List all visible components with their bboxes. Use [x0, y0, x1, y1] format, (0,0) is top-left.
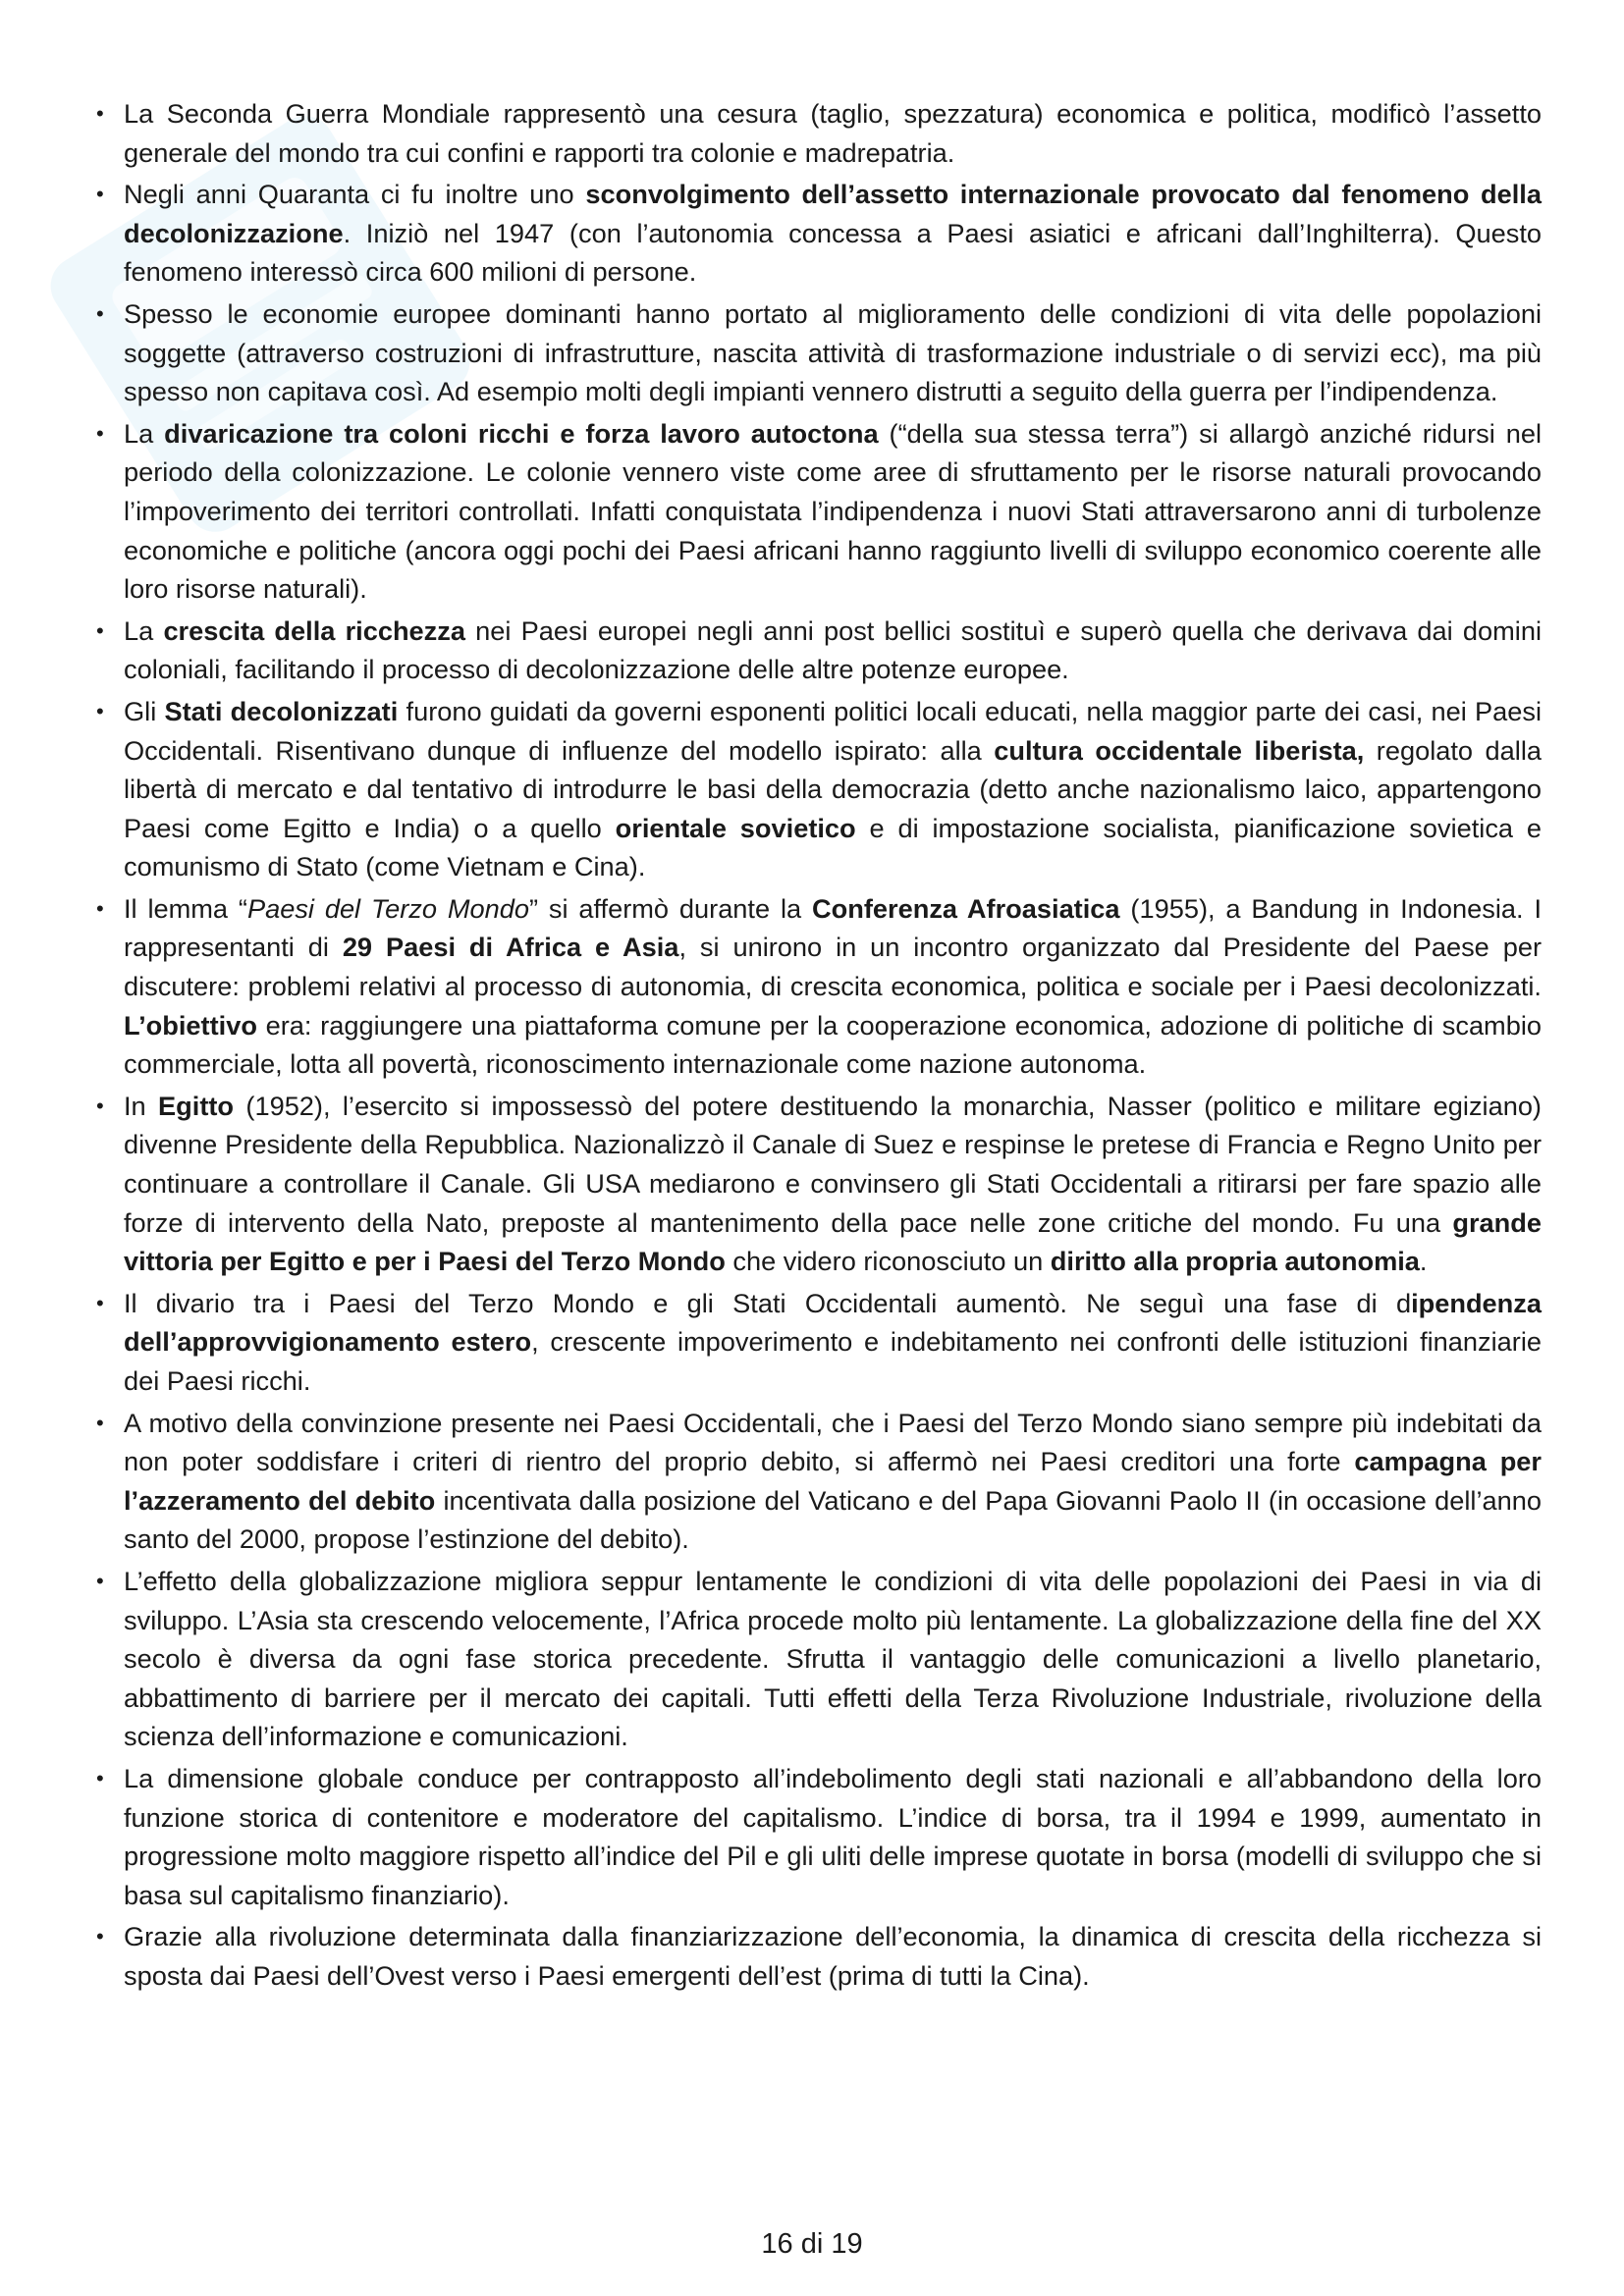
text-run: (1955), a Bandung in Indonesia. I rappresentanti di: [124, 892, 1543, 963]
document-body: [94, 94, 1542, 1999]
bold-text: Egitto: [158, 1090, 235, 1121]
bold-text: L’obiettivo: [124, 1009, 257, 1041]
bold-text: ipendenza dell’approvvigionamento estero: [124, 1287, 1542, 1358]
text-run: .: [1419, 1246, 1428, 1277]
bold-text: Stati decolonizzati: [164, 695, 399, 726]
bold-text: 29 Paesi di Africa e Asia: [342, 932, 679, 963]
bold-text: grande vittoria per Egitto e per i Paesi del Terzo Mondo: [124, 1206, 1542, 1277]
text-run: Grazie alla rivoluzione determinata dalla finanziarizzazione dell’economia, la dinamica di crescita della ricchezza si sposta dai Paesi dell’Ovest verso i Paesi emergenti dell’est (prima di tutti la Cina).: [124, 1921, 1542, 1991]
bullet-item: [94, 1562, 1542, 1756]
text-run: La dimensione globale conduce per contrapposto all’indebolimento degli stati nazionali e all’abbandono della loro funzione storica di contenitore e moderatore del capitalismo. L’indice di borsa, tra il 1994 e 1999, aumentato in progressione molto maggiore rispetto all’indice del Pil e gli uliti delle imprese quotate in borsa (modelli di sviluppo che si basa sul capitalismo finanziario).: [124, 1762, 1542, 1910]
text-run: Il lemma “: [124, 892, 247, 924]
bold-text: sconvolgimento dell’assetto internazionale provocato dal fenomeno della decolonizzazione: [124, 179, 1542, 248]
text-run: nei Paesi europei negli anni post bellici sostituì e superò quella che derivava dai domini coloniali, facilitando il processo di decolonizzazione delle altre potenze europee.: [124, 614, 1542, 685]
text-run: L’effetto della globalizzazione migliora seppur lentamente le condizioni di vita delle popolazioni dei Paesi in via di sviluppo. L’Asia sta crescendo velocemente, l’Africa procede molto più lentamente. La globalizzazione della fine del XX secolo è diversa da ogni fase storica precedente. Sfrutta il vantaggio delle comunicazioni a livello planetario, abbattimento di barriere per il mercato dei capitali. Tutti effetti della Terza Rivoluzione Industriale, rivoluzione della scienza dell’informazione e comunicazioni.: [124, 1565, 1542, 1752]
bold-text: orientale sovietico: [615, 812, 856, 843]
text-run: Gli: [124, 695, 165, 726]
bullet-item: [94, 414, 1542, 609]
text-run: In: [124, 1090, 159, 1121]
bullet-item: [94, 1087, 1542, 1281]
text-run: (“della sua stessa terra”) si allargò anziché ridursi nel periodo della colonizzazione. Le colonie vennero viste come aree di sfruttamento per le risorse naturali provocando l’impoverimento dei territori controllati. Infatti conquistata l’indipendenza i nuovi Stati attraversarono anni di turbolenze economiche e politiche (ancora oggi pochi dei Paesi africani hanno raggiunto livelli di sviluppo economico coerente alle loro risorse naturali).: [124, 417, 1542, 605]
page-number: 16 di 19: [761, 2228, 863, 2260]
bullet-item: [94, 889, 1542, 1084]
bold-text: cultura occidentale liberista,: [994, 734, 1365, 766]
bold-text: campagna per l’azzeramento del debito: [124, 1446, 1543, 1516]
text-run: regolato dalla libertà di mercato e dal tentativo di introdurre le basi della democrazia (detto anche nazionalismo laico, appartengono Paesi come Egitto e India) o a quello: [124, 734, 1542, 843]
text-run: era: raggiungere una piattaforma comune per la cooperazione economica, adozione di politiche di scambio commerciale, lotta all povertà, riconoscimento internazionale come nazione autonoma.: [124, 1009, 1542, 1080]
text-run: (1952), l’esercito si impossessò del potere destituendo la monarchia, Nasser (politico e militare egiziano) divenne Presidente della Repubblica. Nazionalizzò il Canale di Suez e respinse le pretese di Francia e Regno Unito per continuare a controllare il Canale. Gli USA mediarono e convinsero gli Stati Occidentali a ritirarsi per fare spazio alle forze di intervento della Nato, preposte al mantenimento della pace nelle zone critiche del mondo. Fu una: [124, 1090, 1542, 1238]
text-run: che videro riconosciuto un: [725, 1246, 1051, 1277]
text-run: La Seconda Guerra Mondiale rappresentò una cesura (taglio, spezzatura) economica e politica, modificò l’assetto generale del mondo tra cui confini e rapporti tra colonie e madrepatria.: [124, 98, 1542, 168]
italic-text: Paesi del Terzo Mondo: [246, 892, 529, 924]
bullet-item: [94, 175, 1542, 292]
bullet-item: [94, 1404, 1542, 1559]
bullet-item: [94, 1759, 1542, 1914]
bold-text: diritto alla propria autonomia: [1050, 1246, 1420, 1277]
bullet-list: [94, 94, 1542, 1996]
text-run: Negli anni Quaranta ci fu inoltre uno: [124, 179, 586, 210]
bullet-item: [94, 1284, 1542, 1401]
bullet-item: [94, 294, 1542, 411]
text-run: , crescente impoverimento e indebitamento nei confronti delle istituzioni finanziarie dei Paesi ricchi.: [124, 1326, 1542, 1396]
bold-text: divaricazione tra coloni ricchi e forza lavoro autoctona: [164, 417, 879, 449]
text-run: furono guidati da governi esponenti politici locali educati, nella maggior parte dei casi, nei Paesi Occidentali. Risentivano dunque di influenze del modello ispirato: alla: [124, 695, 1542, 766]
text-run: e di impostazione socialista, pianificazione sovietica e comunismo di Stato (come Vietnam e Cina).: [124, 812, 1542, 882]
bold-text: Conferenza Afroasiatica: [812, 892, 1120, 924]
text-run: La: [124, 417, 165, 449]
text-run: La: [124, 614, 164, 646]
text-run: A motivo della convinzione presente nei Paesi Occidentali, che i Paesi del Terzo Mondo siano sempre più indebitati da non poter soddisfare i criteri di rientro del proprio debito, si affermò nei Paesi creditori una forte: [124, 1407, 1542, 1477]
text-run: , si unirono in un incontro organizzato dal Presidente del Paese per discutere: problemi relativi al processo di autonomia, di crescita economica, politica e sociale per i Paesi decolonizzati.: [124, 932, 1542, 1002]
text-run: Il divario tra i Paesi del Terzo Mondo e gli Stati Occidentali aumentò. Ne seguì una fase di d: [124, 1287, 1412, 1318]
text-run: ” si affermò durante la: [528, 892, 812, 924]
bullet-item: [94, 94, 1542, 172]
text-run: . Iniziò nel 1947 (con l’autonomia concessa a Paesi asiatici e africani dall’Inghilterra). Questo fenomeno interessò circa 600 milioni di persone.: [124, 217, 1542, 288]
bold-text: crescita della ricchezza: [163, 614, 465, 646]
bullet-item: [94, 692, 1542, 886]
bullet-item: [94, 1917, 1542, 1995]
text-run: Spesso le economie europee dominanti hanno portato al miglioramento delle condizioni di vita delle popolazioni soggette (attraverso costruzioni di infrastrutture, nascita attività di trasformazione industriale o di servizi ecc), ma più spesso non capitava così. Ad esempio molti degli impianti vennero distrutti a seguito della guerra per l’indipendenza.: [124, 297, 1542, 407]
text-run: incentivata dalla posizione del Vaticano e del Papa Giovanni Paolo II (in occasione dell’anno santo del 2000, propose l’estinzione del debito).: [124, 1484, 1542, 1555]
bullet-item: [94, 612, 1542, 689]
